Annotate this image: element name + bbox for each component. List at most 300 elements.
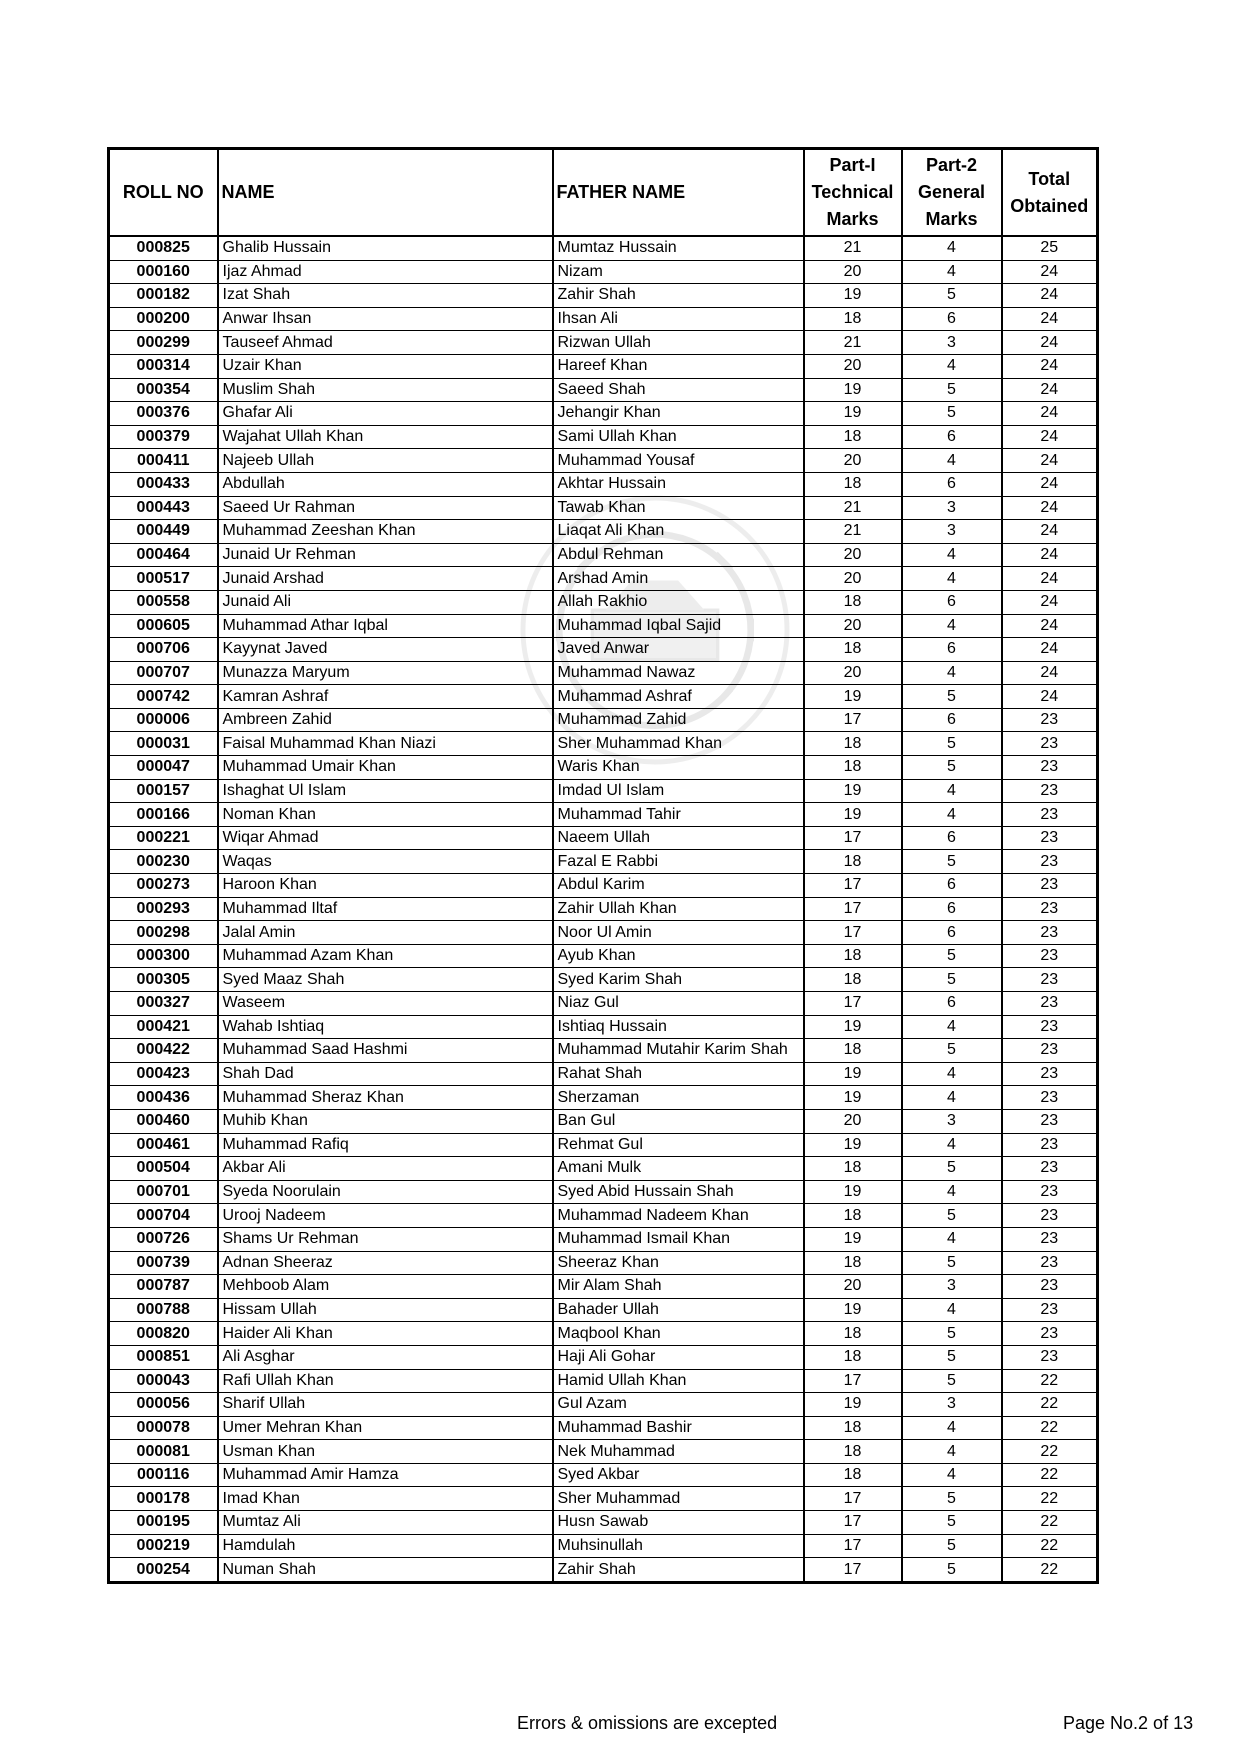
part2-marks-cell: 6 xyxy=(902,897,1002,921)
total-marks-cell: 22 xyxy=(1002,1487,1098,1511)
father-name-cell: Muhammad Zahid xyxy=(553,708,804,732)
part2-marks-cell: 6 xyxy=(902,826,1002,850)
table-row xyxy=(109,1251,1098,1275)
table-row xyxy=(109,543,1098,567)
name-cell: Ghafar Ali xyxy=(218,402,553,426)
father-name-cell: Sherzaman xyxy=(553,1086,804,1110)
part1-marks-cell: 17 xyxy=(804,1534,902,1558)
roll-no-cell: 000436 xyxy=(109,1086,218,1110)
part2-marks-cell: 6 xyxy=(902,992,1002,1016)
part2-marks-cell: 5 xyxy=(902,968,1002,992)
total-marks-cell: 24 xyxy=(1002,449,1098,473)
father-name-cell: Muhammad Mutahir Karim Shah xyxy=(553,1039,804,1063)
name-cell: Saeed Ur Rahman xyxy=(218,496,553,520)
part1-marks-cell: 18 xyxy=(804,307,902,331)
father-name-cell: Muhammad Ismail Khan xyxy=(553,1227,804,1251)
roll-no-cell: 000376 xyxy=(109,402,218,426)
total-marks-cell: 24 xyxy=(1002,307,1098,331)
name-cell: Wiqar Ahmad xyxy=(218,826,553,850)
part2-marks-cell: 5 xyxy=(902,756,1002,780)
total-marks-cell: 22 xyxy=(1002,1440,1098,1464)
total-marks-cell: 23 xyxy=(1002,944,1098,968)
roll-no-cell: 000160 xyxy=(109,260,218,284)
name-cell: Muslim Shah xyxy=(218,378,553,402)
roll-no-cell: 000605 xyxy=(109,614,218,638)
total-marks-cell: 23 xyxy=(1002,1275,1098,1299)
total-marks-cell: 24 xyxy=(1002,378,1098,402)
part2-marks-cell: 6 xyxy=(902,638,1002,662)
total-marks-cell: 22 xyxy=(1002,1393,1098,1417)
table-row xyxy=(109,1558,1098,1583)
part2-marks-cell: 5 xyxy=(902,1511,1002,1535)
part1-marks-cell: 18 xyxy=(804,944,902,968)
part2-marks-cell: 4 xyxy=(902,614,1002,638)
total-marks-cell: 24 xyxy=(1002,520,1098,544)
father-name-cell: Gul Azam xyxy=(553,1393,804,1417)
table-row xyxy=(109,567,1098,591)
roll-no-cell: 000742 xyxy=(109,685,218,709)
total-marks-cell: 23 xyxy=(1002,826,1098,850)
part1-marks-cell: 17 xyxy=(804,897,902,921)
part1-marks-cell: 20 xyxy=(804,661,902,685)
part1-marks-cell: 19 xyxy=(804,378,902,402)
table-row xyxy=(109,614,1098,638)
part1-marks-cell: 17 xyxy=(804,1487,902,1511)
part2-marks-cell: 4 xyxy=(902,803,1002,827)
father-name-cell: Sher Muhammad Khan xyxy=(553,732,804,756)
name-cell: Usman Khan xyxy=(218,1440,553,1464)
name-cell: Najeeb Ullah xyxy=(218,449,553,473)
part1-marks-cell: 21 xyxy=(804,496,902,520)
father-name-cell: Muhammad Bashir xyxy=(553,1416,804,1440)
name-cell: Akbar Ali xyxy=(218,1157,553,1181)
father-name-cell: Zahir Shah xyxy=(553,284,804,308)
part2-marks-cell: 4 xyxy=(902,1133,1002,1157)
part1-marks-cell: 20 xyxy=(804,567,902,591)
part2-marks-cell: 4 xyxy=(902,1086,1002,1110)
roll-no-cell: 000006 xyxy=(109,708,218,732)
father-name-cell: Allah Rakhio xyxy=(553,590,804,614)
roll-no-cell: 000293 xyxy=(109,897,218,921)
father-name-cell: Sami Ullah Khan xyxy=(553,425,804,449)
part2-marks-cell: 6 xyxy=(902,874,1002,898)
name-cell: Faisal Muhammad Khan Niazi xyxy=(218,732,553,756)
father-name-cell: Imdad Ul Islam xyxy=(553,779,804,803)
table-row xyxy=(109,874,1098,898)
roll-no-cell: 000081 xyxy=(109,1440,218,1464)
name-cell: Jalal Amin xyxy=(218,921,553,945)
table-row xyxy=(109,331,1098,355)
part2-marks-cell: 5 xyxy=(902,402,1002,426)
father-name-cell: Muhammad Iqbal Sajid xyxy=(553,614,804,638)
name-cell: Munazza Maryum xyxy=(218,661,553,685)
name-cell: Muhib Khan xyxy=(218,1109,553,1133)
part2-marks-cell: 5 xyxy=(902,1157,1002,1181)
total-marks-cell: 23 xyxy=(1002,1251,1098,1275)
part1-marks-cell: 18 xyxy=(804,1039,902,1063)
part1-marks-cell: 20 xyxy=(804,260,902,284)
total-marks-cell: 23 xyxy=(1002,1298,1098,1322)
roll-no-cell: 000178 xyxy=(109,1487,218,1511)
part1-marks-cell: 20 xyxy=(804,1109,902,1133)
part2-marks-cell: 5 xyxy=(902,1487,1002,1511)
part1-marks-cell: 19 xyxy=(804,1062,902,1086)
table-row xyxy=(109,1015,1098,1039)
part1-marks-cell: 20 xyxy=(804,614,902,638)
part2-marks-cell: 4 xyxy=(902,1416,1002,1440)
header-part1-technical-marks: Part-I Technical Marks xyxy=(804,149,902,237)
roll-no-cell: 000421 xyxy=(109,1015,218,1039)
name-cell: Anwar Ihsan xyxy=(218,307,553,331)
part1-marks-cell: 17 xyxy=(804,1558,902,1583)
name-cell: Ambreen Zahid xyxy=(218,708,553,732)
name-cell: Muhammad Azam Khan xyxy=(218,944,553,968)
name-cell: Rafi Ullah Khan xyxy=(218,1369,553,1393)
name-cell: Mumtaz Ali xyxy=(218,1511,553,1535)
total-marks-cell: 24 xyxy=(1002,496,1098,520)
table-row xyxy=(109,1345,1098,1369)
father-name-cell: Nek Muhammad xyxy=(553,1440,804,1464)
header-part2-general-marks: Part-2 General Marks xyxy=(902,149,1002,237)
roll-no-cell: 000726 xyxy=(109,1227,218,1251)
name-cell: Muhammad Umair Khan xyxy=(218,756,553,780)
total-marks-cell: 23 xyxy=(1002,1133,1098,1157)
name-cell: Abdullah xyxy=(218,472,553,496)
total-marks-cell: 23 xyxy=(1002,1109,1098,1133)
table-row xyxy=(109,472,1098,496)
part2-marks-cell: 5 xyxy=(902,1322,1002,1346)
part2-marks-cell: 6 xyxy=(902,590,1002,614)
name-cell: Kamran Ashraf xyxy=(218,685,553,709)
father-name-cell: Arshad Amin xyxy=(553,567,804,591)
name-cell: Izat Shah xyxy=(218,284,553,308)
table-row xyxy=(109,1204,1098,1228)
part2-marks-cell: 4 xyxy=(902,1227,1002,1251)
father-name-cell: Syed Abid Hussain Shah xyxy=(553,1180,804,1204)
name-cell: Muhammad Zeeshan Khan xyxy=(218,520,553,544)
table-row xyxy=(109,1227,1098,1251)
part1-marks-cell: 19 xyxy=(804,1298,902,1322)
name-cell: Junaid Arshad xyxy=(218,567,553,591)
part1-marks-cell: 17 xyxy=(804,1369,902,1393)
part1-marks-cell: 21 xyxy=(804,236,902,260)
roll-no-cell: 000031 xyxy=(109,732,218,756)
part1-marks-cell: 18 xyxy=(804,1440,902,1464)
part2-marks-cell: 4 xyxy=(902,1298,1002,1322)
part2-marks-cell: 5 xyxy=(902,1345,1002,1369)
roll-no-cell: 000851 xyxy=(109,1345,218,1369)
part1-marks-cell: 18 xyxy=(804,425,902,449)
table-row xyxy=(109,944,1098,968)
name-cell: Muhammad Iltaf xyxy=(218,897,553,921)
table-row xyxy=(109,284,1098,308)
total-marks-cell: 23 xyxy=(1002,1086,1098,1110)
part1-marks-cell: 17 xyxy=(804,708,902,732)
total-marks-cell: 23 xyxy=(1002,1015,1098,1039)
father-name-cell: Ihsan Ali xyxy=(553,307,804,331)
total-marks-cell: 23 xyxy=(1002,874,1098,898)
part1-marks-cell: 21 xyxy=(804,331,902,355)
part1-marks-cell: 17 xyxy=(804,921,902,945)
total-marks-cell: 23 xyxy=(1002,921,1098,945)
name-cell: Ijaz Ahmad xyxy=(218,260,553,284)
total-marks-cell: 23 xyxy=(1002,779,1098,803)
part2-marks-cell: 5 xyxy=(902,1369,1002,1393)
name-cell: Muhammad Athar Iqbal xyxy=(218,614,553,638)
father-name-cell: Rehmat Gul xyxy=(553,1133,804,1157)
table-row xyxy=(109,638,1098,662)
part1-marks-cell: 20 xyxy=(804,449,902,473)
part2-marks-cell: 4 xyxy=(902,260,1002,284)
part1-marks-cell: 18 xyxy=(804,756,902,780)
father-name-cell: Sher Muhammad xyxy=(553,1487,804,1511)
total-marks-cell: 24 xyxy=(1002,402,1098,426)
total-marks-cell: 22 xyxy=(1002,1416,1098,1440)
roll-no-cell: 000433 xyxy=(109,472,218,496)
part2-marks-cell: 4 xyxy=(902,354,1002,378)
roll-no-cell: 000300 xyxy=(109,944,218,968)
part2-marks-cell: 4 xyxy=(902,1463,1002,1487)
father-name-cell: Fazal E Rabbi xyxy=(553,850,804,874)
table-row xyxy=(109,1086,1098,1110)
part2-marks-cell: 6 xyxy=(902,425,1002,449)
part2-marks-cell: 4 xyxy=(902,1015,1002,1039)
part2-marks-cell: 3 xyxy=(902,496,1002,520)
part1-marks-cell: 18 xyxy=(804,968,902,992)
table-row xyxy=(109,756,1098,780)
name-cell: Imad Khan xyxy=(218,1487,553,1511)
roll-no-cell: 000379 xyxy=(109,425,218,449)
name-cell: Syeda Noorulain xyxy=(218,1180,553,1204)
roll-no-cell: 000460 xyxy=(109,1109,218,1133)
total-marks-cell: 23 xyxy=(1002,1157,1098,1181)
father-name-cell: Zahir Shah xyxy=(553,1558,804,1583)
roll-no-cell: 000739 xyxy=(109,1251,218,1275)
part1-marks-cell: 21 xyxy=(804,520,902,544)
name-cell: Hamdulah xyxy=(218,1534,553,1558)
roll-no-cell: 000078 xyxy=(109,1416,218,1440)
roll-no-cell: 000157 xyxy=(109,779,218,803)
part1-marks-cell: 18 xyxy=(804,1157,902,1181)
part1-marks-cell: 19 xyxy=(804,1015,902,1039)
roll-no-cell: 000327 xyxy=(109,992,218,1016)
part2-marks-cell: 3 xyxy=(902,1109,1002,1133)
roll-no-cell: 000043 xyxy=(109,1369,218,1393)
header-roll-no: ROLL NO xyxy=(109,149,218,237)
total-marks-cell: 23 xyxy=(1002,803,1098,827)
roll-no-cell: 000166 xyxy=(109,803,218,827)
total-marks-cell: 22 xyxy=(1002,1511,1098,1535)
part1-marks-cell: 18 xyxy=(804,1204,902,1228)
total-marks-cell: 23 xyxy=(1002,1180,1098,1204)
table-row xyxy=(109,1322,1098,1346)
name-cell: Muhammad Sheraz Khan xyxy=(218,1086,553,1110)
table-row xyxy=(109,1511,1098,1535)
total-marks-cell: 24 xyxy=(1002,425,1098,449)
father-name-cell: Sheeraz Khan xyxy=(553,1251,804,1275)
table-row xyxy=(109,402,1098,426)
roll-no-cell: 000056 xyxy=(109,1393,218,1417)
part2-marks-cell: 6 xyxy=(902,921,1002,945)
part2-marks-cell: 4 xyxy=(902,779,1002,803)
father-name-cell: Amani Mulk xyxy=(553,1157,804,1181)
roll-no-cell: 000423 xyxy=(109,1062,218,1086)
part1-marks-cell: 17 xyxy=(804,874,902,898)
father-name-cell: Bahader Ullah xyxy=(553,1298,804,1322)
name-cell: Syed Maaz Shah xyxy=(218,968,553,992)
father-name-cell: Tawab Khan xyxy=(553,496,804,520)
name-cell: Kayynat Javed xyxy=(218,638,553,662)
table-row xyxy=(109,307,1098,331)
father-name-cell: Waris Khan xyxy=(553,756,804,780)
name-cell: Ghalib Hussain xyxy=(218,236,553,260)
table-row xyxy=(109,378,1098,402)
part1-marks-cell: 18 xyxy=(804,1322,902,1346)
name-cell: Hissam Ullah xyxy=(218,1298,553,1322)
part1-marks-cell: 20 xyxy=(804,543,902,567)
part2-marks-cell: 5 xyxy=(902,1204,1002,1228)
page-number: Page No.2 of 13 xyxy=(1063,1713,1194,1733)
father-name-cell: Rahat Shah xyxy=(553,1062,804,1086)
roll-no-cell: 000788 xyxy=(109,1298,218,1322)
name-cell: Wajahat Ullah Khan xyxy=(218,425,553,449)
father-name-cell: Liaqat Ali Khan xyxy=(553,520,804,544)
part1-marks-cell: 18 xyxy=(804,590,902,614)
roll-no-cell: 000517 xyxy=(109,567,218,591)
results-body xyxy=(109,236,1098,1582)
table-row xyxy=(109,1062,1098,1086)
name-cell: Junaid Ur Rehman xyxy=(218,543,553,567)
father-name-cell: Muhammad Nawaz xyxy=(553,661,804,685)
name-cell: Muhammad Saad Hashmi xyxy=(218,1039,553,1063)
roll-no-cell: 000820 xyxy=(109,1322,218,1346)
part1-marks-cell: 18 xyxy=(804,850,902,874)
total-marks-cell: 22 xyxy=(1002,1369,1098,1393)
roll-no-cell: 000230 xyxy=(109,850,218,874)
part1-marks-cell: 19 xyxy=(804,685,902,709)
part2-marks-cell: 3 xyxy=(902,331,1002,355)
father-name-cell: Mir Alam Shah xyxy=(553,1275,804,1299)
table-header-row xyxy=(109,149,1098,237)
table-row xyxy=(109,260,1098,284)
total-marks-cell: 23 xyxy=(1002,756,1098,780)
father-name-cell: Naeem Ullah xyxy=(553,826,804,850)
total-marks-cell: 24 xyxy=(1002,685,1098,709)
part2-marks-cell: 6 xyxy=(902,472,1002,496)
father-name-cell: Haji Ali Gohar xyxy=(553,1345,804,1369)
name-cell: Ali Asghar xyxy=(218,1345,553,1369)
table-row xyxy=(109,850,1098,874)
footer-note: Errors & omissions are excepted xyxy=(517,1713,778,1733)
table-row xyxy=(109,803,1098,827)
table-row xyxy=(109,1416,1098,1440)
name-cell: Waqas xyxy=(218,850,553,874)
table-row xyxy=(109,732,1098,756)
father-name-cell: Muhsinullah xyxy=(553,1534,804,1558)
total-marks-cell: 23 xyxy=(1002,850,1098,874)
part1-marks-cell: 18 xyxy=(804,1463,902,1487)
part1-marks-cell: 20 xyxy=(804,1275,902,1299)
part2-marks-cell: 4 xyxy=(902,543,1002,567)
father-name-cell: Abdul Rehman xyxy=(553,543,804,567)
total-marks-cell: 23 xyxy=(1002,1039,1098,1063)
part1-marks-cell: 19 xyxy=(804,779,902,803)
table-row xyxy=(109,496,1098,520)
part2-marks-cell: 4 xyxy=(902,1062,1002,1086)
table-row xyxy=(109,425,1098,449)
roll-no-cell: 000787 xyxy=(109,1275,218,1299)
part2-marks-cell: 5 xyxy=(902,1558,1002,1583)
part1-marks-cell: 18 xyxy=(804,638,902,662)
name-cell: Muhammad Rafiq xyxy=(218,1133,553,1157)
name-cell: Wahab Ishtiaq xyxy=(218,1015,553,1039)
part1-marks-cell: 18 xyxy=(804,1345,902,1369)
part1-marks-cell: 19 xyxy=(804,1133,902,1157)
total-marks-cell: 24 xyxy=(1002,567,1098,591)
roll-no-cell: 000219 xyxy=(109,1534,218,1558)
name-cell: Urooj Nadeem xyxy=(218,1204,553,1228)
total-marks-cell: 23 xyxy=(1002,897,1098,921)
total-marks-cell: 24 xyxy=(1002,331,1098,355)
roll-no-cell: 000273 xyxy=(109,874,218,898)
name-cell: Noman Khan xyxy=(218,803,553,827)
part2-marks-cell: 6 xyxy=(902,708,1002,732)
table-row xyxy=(109,1133,1098,1157)
part2-marks-cell: 5 xyxy=(902,1534,1002,1558)
father-name-cell: Husn Sawab xyxy=(553,1511,804,1535)
total-marks-cell: 23 xyxy=(1002,968,1098,992)
father-name-cell: Javed Anwar xyxy=(553,638,804,662)
roll-no-cell: 000047 xyxy=(109,756,218,780)
table-row xyxy=(109,708,1098,732)
part1-marks-cell: 19 xyxy=(804,803,902,827)
part2-marks-cell: 4 xyxy=(902,661,1002,685)
name-cell: Haider Ali Khan xyxy=(218,1322,553,1346)
roll-no-cell: 000305 xyxy=(109,968,218,992)
table-row xyxy=(109,897,1098,921)
roll-no-cell: 000299 xyxy=(109,331,218,355)
table-row xyxy=(109,779,1098,803)
roll-no-cell: 000411 xyxy=(109,449,218,473)
roll-no-cell: 000449 xyxy=(109,520,218,544)
name-cell: Shah Dad xyxy=(218,1062,553,1086)
part2-marks-cell: 5 xyxy=(902,378,1002,402)
father-name-cell: Mumtaz Hussain xyxy=(553,236,804,260)
roll-no-cell: 000221 xyxy=(109,826,218,850)
part2-marks-cell: 4 xyxy=(902,567,1002,591)
father-name-cell: Hamid Ullah Khan xyxy=(553,1369,804,1393)
header-total-obtained: Total Obtained xyxy=(1002,149,1098,237)
table-row xyxy=(109,1109,1098,1133)
father-name-cell: Maqbool Khan xyxy=(553,1322,804,1346)
father-name-cell: Ayub Khan xyxy=(553,944,804,968)
total-marks-cell: 24 xyxy=(1002,661,1098,685)
roll-no-cell: 000422 xyxy=(109,1039,218,1063)
table-row xyxy=(109,1157,1098,1181)
table-row xyxy=(109,449,1098,473)
table-row xyxy=(109,1534,1098,1558)
results-table xyxy=(107,147,1099,1584)
father-name-cell: Nizam xyxy=(553,260,804,284)
father-name-cell: Muhammad Ashraf xyxy=(553,685,804,709)
father-name-cell: Syed Akbar xyxy=(553,1463,804,1487)
table-row xyxy=(109,992,1098,1016)
part2-marks-cell: 5 xyxy=(902,850,1002,874)
total-marks-cell: 22 xyxy=(1002,1534,1098,1558)
name-cell: Mehboob Alam xyxy=(218,1275,553,1299)
part2-marks-cell: 5 xyxy=(902,944,1002,968)
total-marks-cell: 23 xyxy=(1002,1322,1098,1346)
